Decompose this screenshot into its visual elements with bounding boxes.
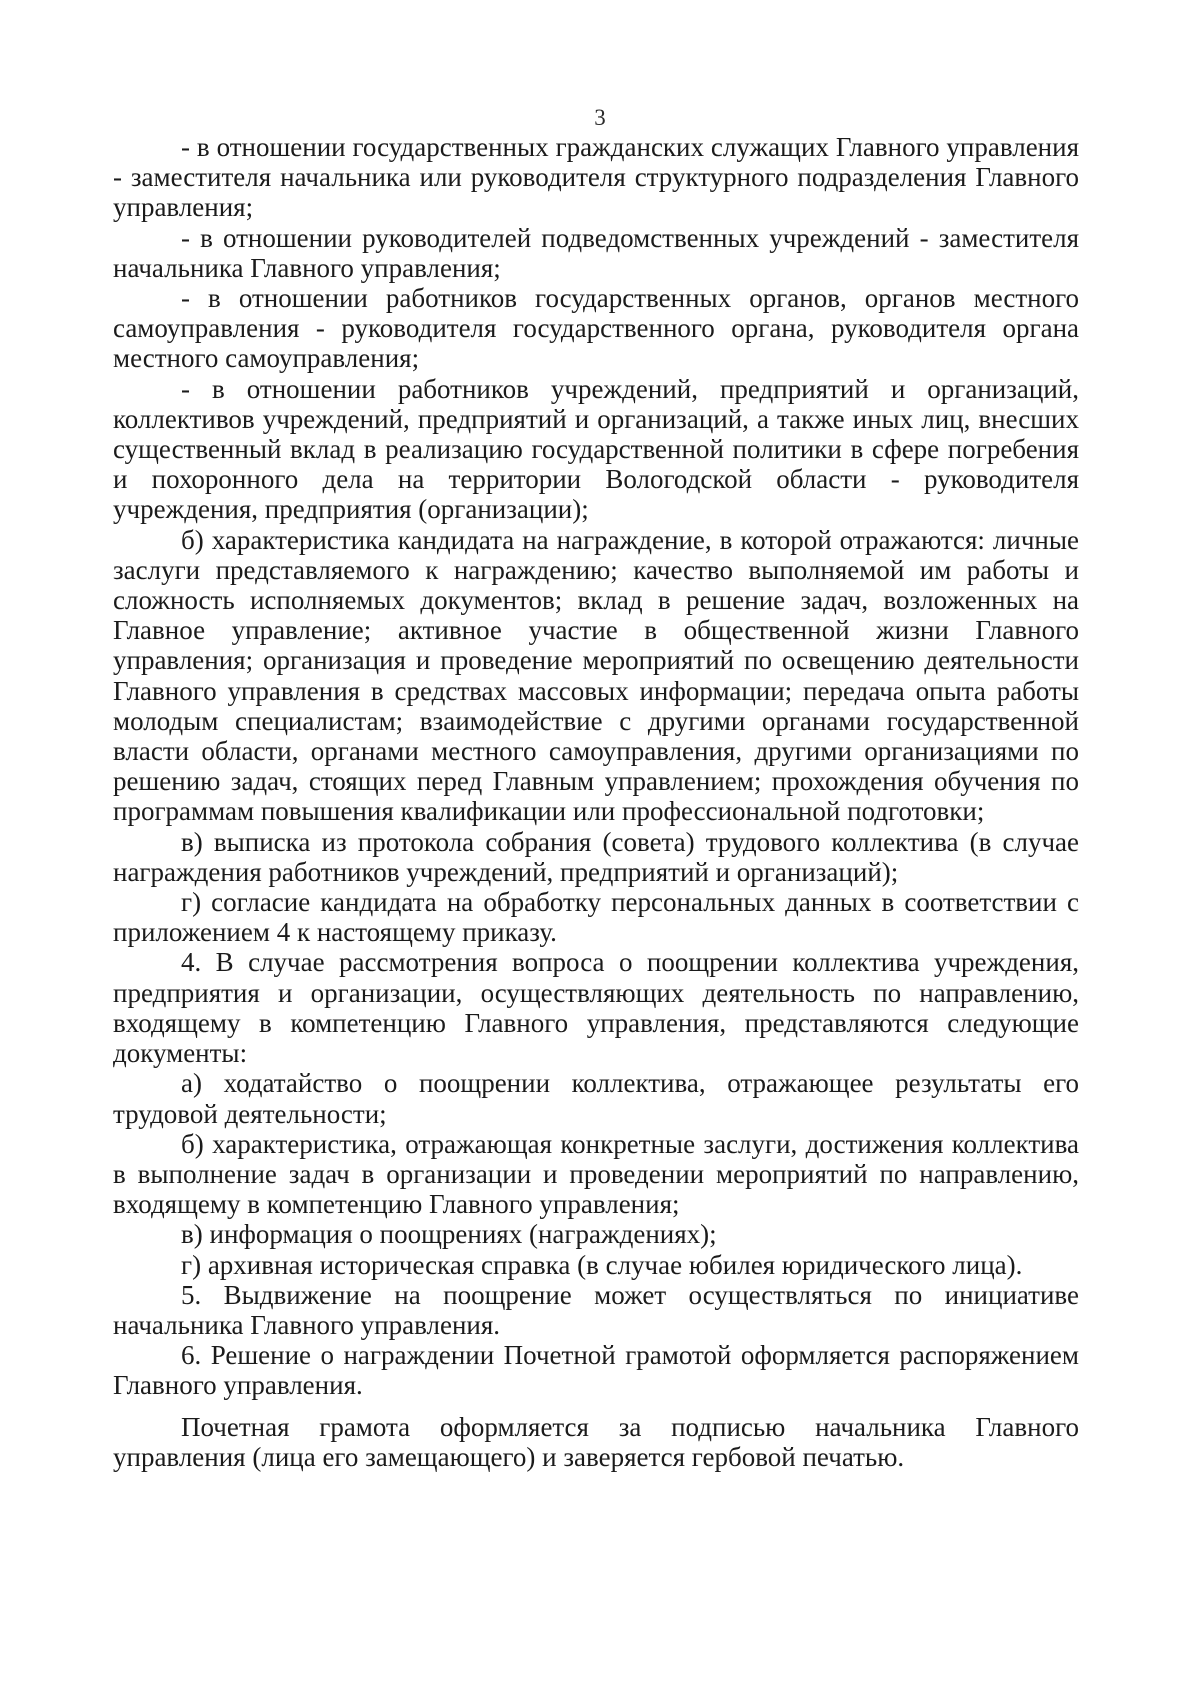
- paragraph-civil-servants: - в отношении государственных гражданских служащих Главного управления - заместителя начальника или руководителя структурного подразделения Главного управления;: [113, 132, 1079, 223]
- paragraph-item-v-protocol-extract: в) выписка из протокола собрания (совета) трудового коллектива (в случае награждения работников учреждений, предприятий и организаций);: [113, 826, 1079, 887]
- paragraph-item-g-consent: г) согласие кандидата на обработку персональных данных в соответствии с приложением 4 к настоящему приказу.: [113, 887, 1079, 948]
- paragraph-section-4: 4. В случае рассмотрения вопроса о поощрении коллектива учреждения, предприятия и организации, осуществляющих деятельность по направлению, входящему в компетенцию Главного управления, представляются следующие документы:: [113, 947, 1079, 1069]
- paragraph-subordinate-heads: - в отношении руководителей подведомственных учреждений - заместителя начальника Главного управления;: [113, 222, 1079, 283]
- paragraph-item-a-petition: а) ходатайство о поощрении коллектива, отражающее результаты его трудовой деятельности;: [113, 1068, 1079, 1129]
- paragraph-section-6: 6. Решение о награждении Почетной грамотой оформляется распоряжением Главного управления.: [113, 1340, 1079, 1401]
- paragraph-certificate-signing: Почетная грамота оформляется за подписью начальника Главного управления (лица его замещающего) и заверяется гербовой печатью.: [113, 1411, 1079, 1472]
- paragraph-item-g-archive-reference: г) архивная историческая справка (в случае юбилея юридического лица).: [181, 1249, 1023, 1280]
- document-body: [113, 132, 1079, 1472]
- paragraph-item-v-awards-info: в) информация о поощрениях (награждениях);: [181, 1219, 717, 1250]
- page-number: 3: [594, 105, 606, 130]
- paragraph-institutions-enterprises: - в отношении работников учреждений, предприятий и организаций, коллективов учреждений, предприятий и организаций, а также иных лиц, внесших существенный вклад в реализацию государственной политики в сфере погребения и похоронного дела на территории Вологодской области - руководителя учреждения, предприятия (организации);: [113, 373, 1079, 525]
- paragraph-state-and-local-bodies: - в отношении работников государственных органов, органов местного самоуправления - руководителя государственного органа, руководителя органа местного самоуправления;: [113, 283, 1079, 374]
- paragraph-item-b-characteristic: б) характеристика кандидата на награждение, в которой отражаются: личные заслуги представляемого к награждению; качество выполняемой им работы и сложность исполняемых документов; вклад в решение задач, возложенных на Главное управление; активное участие в общественной жизни Главного управления; организация и проведение мероприятий по освещению деятельности Главного управления в средствах массовых информации; передача опыта работы молодым специалистам; взаимодействие с другими органами государственной власти области, органами местного самоуправления, другими организациями по решению задач, стоящих перед Главным управлением; прохождения обучения по программам повышения квалификации или профессиональной подготовки;: [113, 524, 1079, 827]
- paragraph-item-b-collective-characteristic: б) характеристика, отражающая конкретные заслуги, достижения коллектива в выполнение задач в организации и проведении мероприятий по направлению, входящему в компетенцию Главного управления;: [113, 1128, 1079, 1220]
- paragraph-section-5: 5. Выдвижение на поощрение может осуществляться по инициативе начальника Главного управления.: [113, 1279, 1079, 1340]
